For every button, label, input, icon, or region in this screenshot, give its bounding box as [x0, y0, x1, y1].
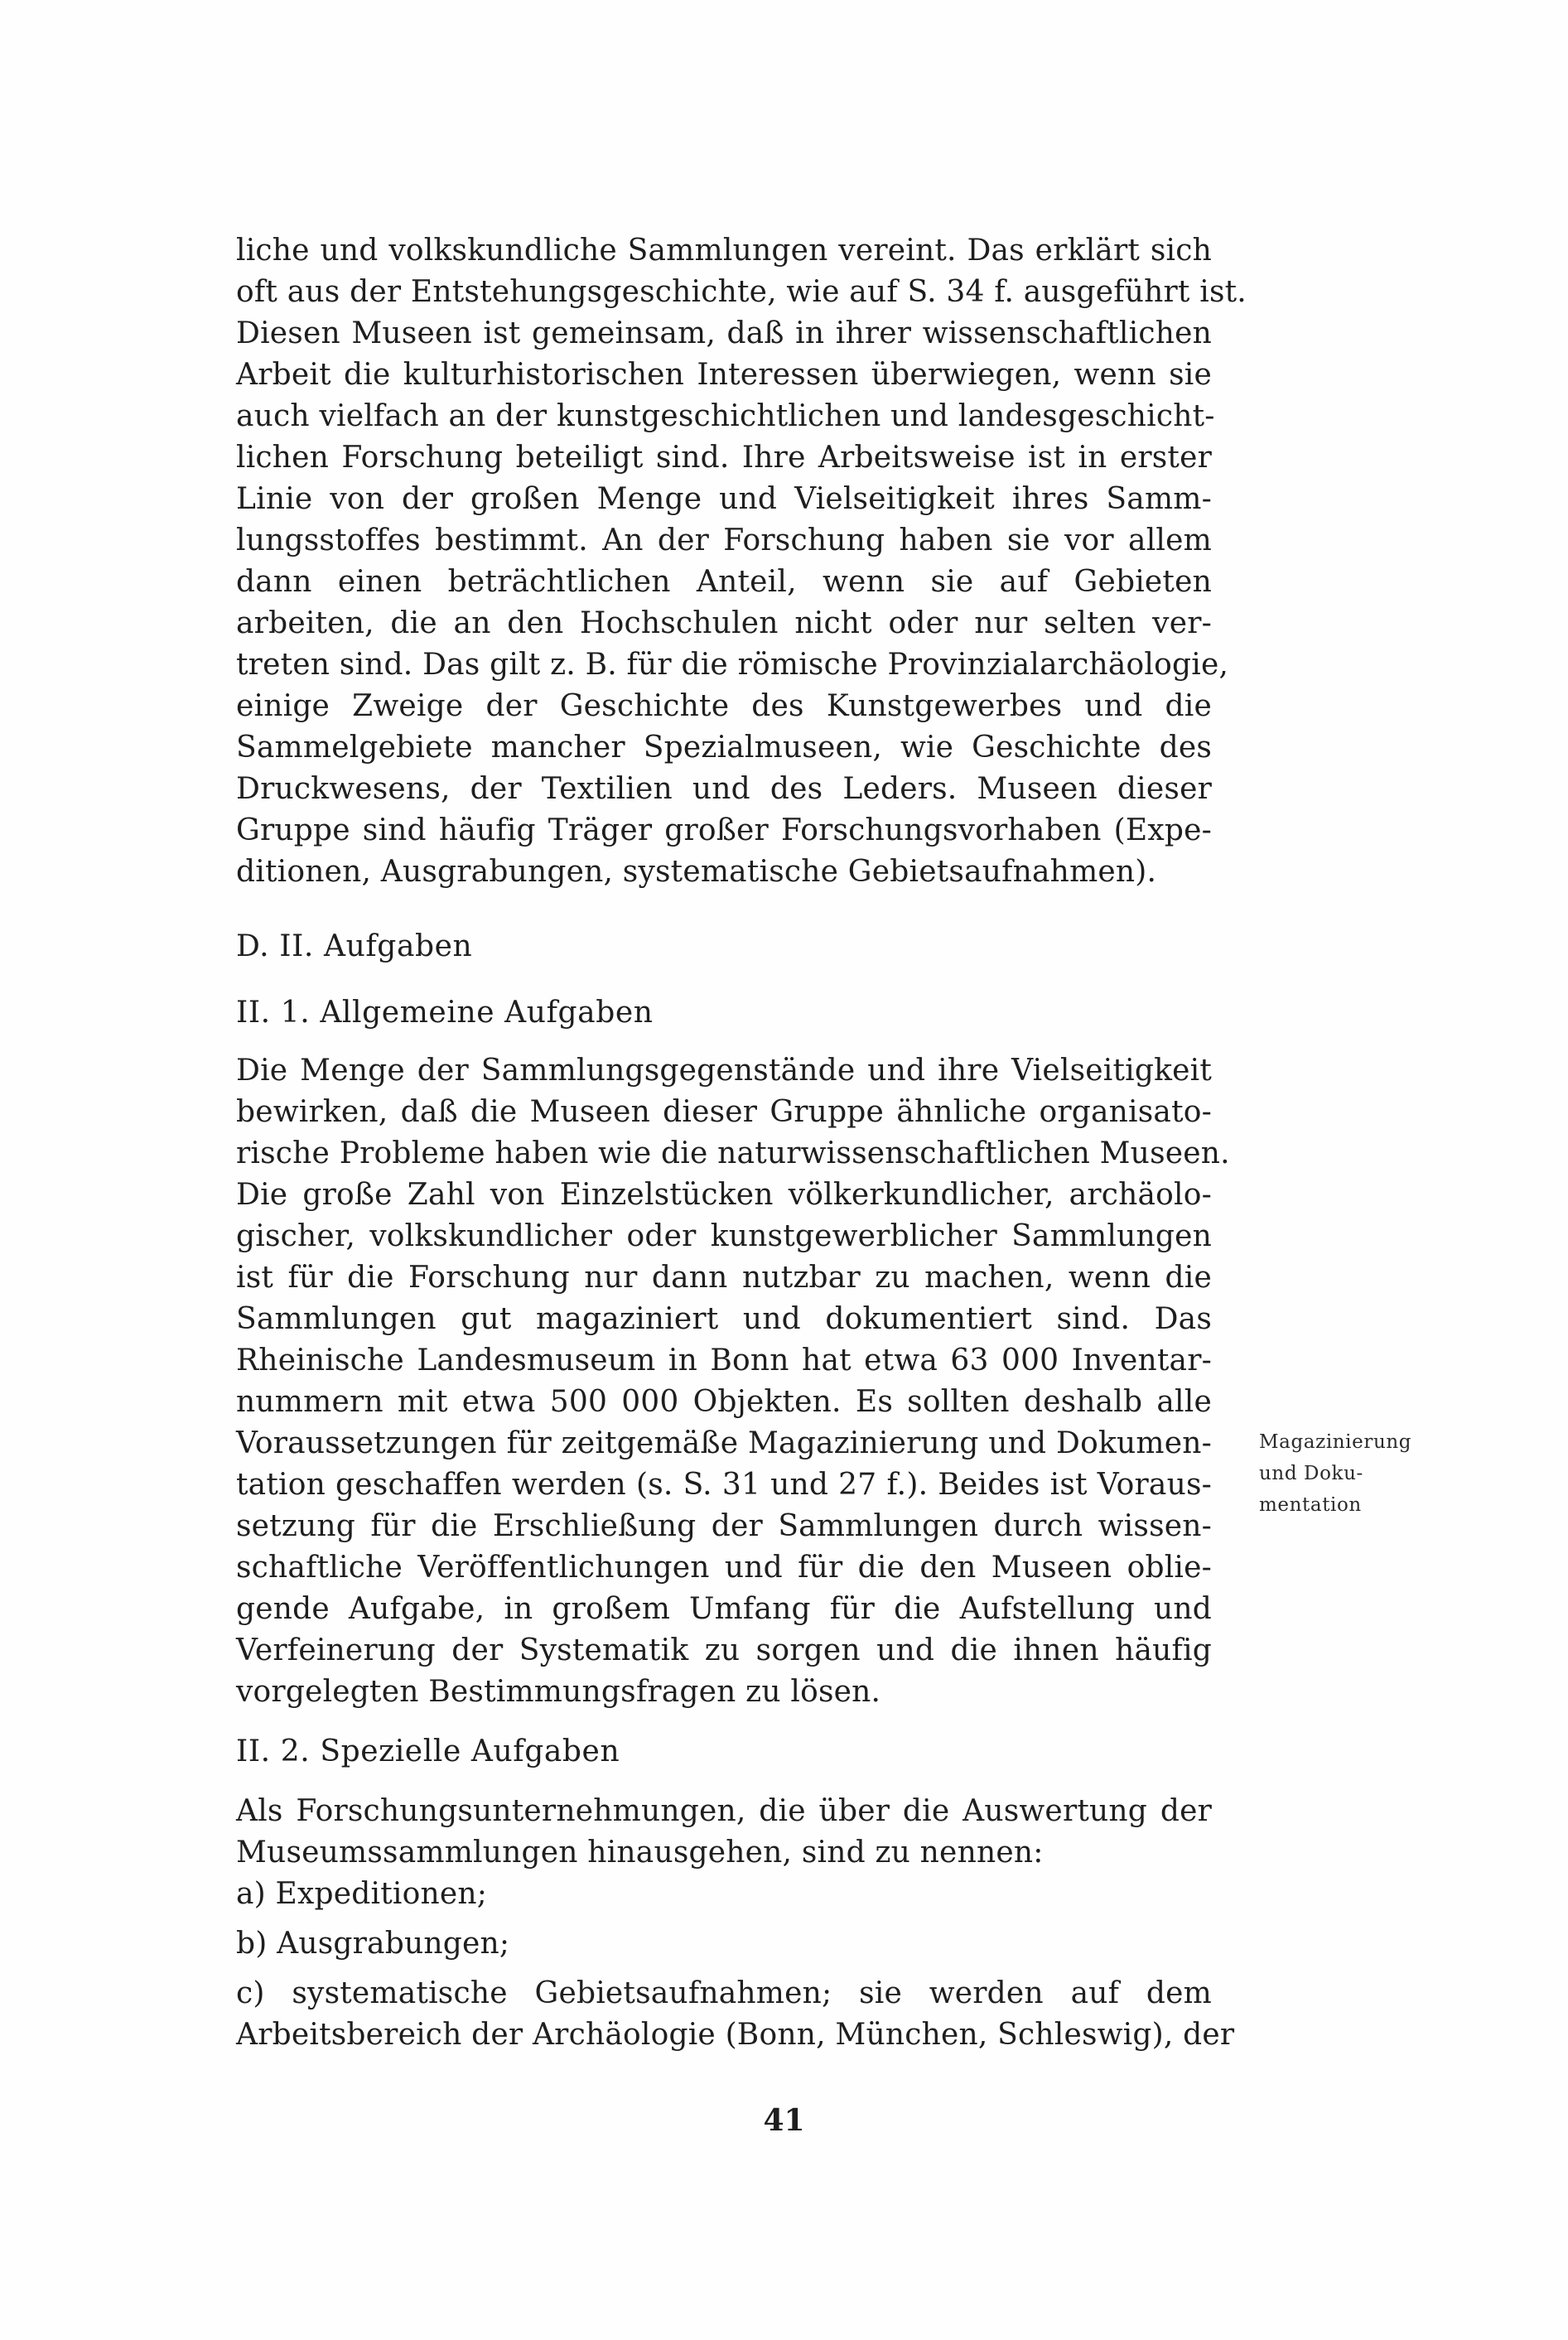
- text-line: ist für die Forschung nur dann nutzbar zu machen, wenn die: [236, 1261, 1212, 1295]
- paragraph-allgemeine: [236, 1050, 1230, 1713]
- text-line: oft aus der Entstehungsgeschichte, wie auf S. 34 f. ausgeführt ist.: [236, 275, 1247, 309]
- text-line: Voraussetzungen für zeitgemäße Magazinierung und Dokumen-: [236, 1426, 1212, 1460]
- text-line: Als Forschungsunternehmungen, die über die Auswertung der: [236, 1794, 1212, 1828]
- text-line: lungsstoffes bestimmt. An der Forschung haben sie vor allem: [236, 523, 1212, 557]
- text-line: rische Probleme haben wie die naturwissenschaftlichen Museen.: [236, 1136, 1230, 1170]
- list-item-a: [236, 1874, 1212, 1915]
- list-item: c) systematische Gebietsaufnahmen; sie werden auf dem: [236, 1976, 1212, 2010]
- margin-note: [1259, 1426, 1441, 1521]
- list-item: b) Ausgrabungen;: [236, 1927, 510, 1961]
- text-line: gende Aufgabe, in großem Umfang für die Aufstellung und: [236, 1592, 1212, 1626]
- text-line: arbeiten, die an den Hochschulen nicht oder nur selten ver-: [236, 606, 1212, 640]
- text-line: Verfeinerung der Systematik zu sorgen und die ihnen häufig: [236, 1633, 1212, 1667]
- text-line: treten sind. Das gilt z. B. für die römische Provinzialarchäologie,: [236, 648, 1229, 682]
- text-line: setzung für die Erschließung der Sammlungen durch wissen-: [236, 1509, 1212, 1543]
- subsection-heading: II. 1. Allgemeine Aufgaben: [236, 996, 654, 1030]
- paragraph-intro: [236, 230, 1247, 893]
- text-line: Gruppe sind häufig Träger großer Forschungsvorhaben (Expe-: [236, 813, 1212, 847]
- text-line: Arbeit die kulturhistorischen Interessen überwiegen, wenn sie: [236, 358, 1212, 392]
- subsection-heading-allgemeine: [236, 992, 1212, 1034]
- text-line: dann einen beträchtlichen Anteil, wenn sie auf Gebieten: [236, 565, 1212, 599]
- text-line: bewirken, daß die Museen dieser Gruppe ähnliche organisato-: [236, 1095, 1212, 1129]
- text-line: schaftliche Veröffentlichungen und für die den Museen oblie-: [236, 1551, 1212, 1585]
- margin-note-line: Magazinierung: [1259, 1431, 1412, 1453]
- text-line: gischer, volkskundlicher oder kunstgewerblicher Sammlungen: [236, 1219, 1212, 1253]
- text-line: Sammlungen gut magaziniert und dokumentiert sind. Das: [236, 1302, 1212, 1336]
- text-line: Die Menge der Sammlungsgegenstände und ihre Vielseitigkeit: [236, 1054, 1212, 1088]
- page-number: 41: [763, 2103, 805, 2138]
- text-line: tation geschaffen werden (s. S. 31 und 27 f.). Beides ist Voraus-: [236, 1468, 1212, 1502]
- text-line: Linie von der großen Menge und Vielseitigkeit ihres Samm-: [236, 482, 1212, 516]
- text-line: Rheinische Landesmuseum in Bonn hat etwa 63 000 Inventar-: [236, 1344, 1212, 1377]
- subsection-heading-spezielle: [236, 1731, 1212, 1773]
- list-item-b: [236, 1923, 1212, 1965]
- text-line: Sammelgebiete mancher Spezialmuseen, wie Geschichte des: [236, 731, 1212, 765]
- text-line: vorgelegten Bestimmungsfragen zu lösen.: [236, 1675, 881, 1709]
- text-line: Druckwesens, der Textilien und des Leders. Museen dieser: [236, 772, 1212, 806]
- text-line: liche und volkskundliche Sammlungen vereint. Das erklärt sich: [236, 234, 1212, 268]
- list-item: a) Expeditionen;: [236, 1877, 488, 1911]
- text-line: einige Zweige der Geschichte des Kunstgewerbes und die: [236, 689, 1212, 723]
- subsection-heading: II. 2. Spezielle Aufgaben: [236, 1734, 620, 1768]
- section-heading: D. II. Aufgaben: [236, 929, 473, 963]
- text-line: ditionen, Ausgrabungen, systematische Gebietsaufnahmen).: [236, 855, 1157, 889]
- margin-note-line: und Doku-: [1259, 1463, 1363, 1484]
- text-line: lichen Forschung beteiligt sind. Ihre Arbeitsweise ist in erster: [236, 441, 1212, 475]
- text-line: Diesen Museen ist gemeinsam, daß in ihrer wissenschaftlichen: [236, 316, 1212, 350]
- text-line: Die große Zahl von Einzelstücken völkerkundlicher, archäolo-: [236, 1178, 1212, 1212]
- paragraph-spezielle: [236, 1791, 1212, 1874]
- section-heading-aufgaben: [236, 926, 1212, 967]
- list-item-c: [236, 1973, 1235, 2056]
- text-line: auch vielfach an der kunstgeschichtlichen und landesgeschicht-: [236, 399, 1215, 433]
- text-line: Arbeitsbereich der Archäologie (Bonn, München, Schleswig), der: [236, 2018, 1235, 2052]
- text-line: Museumssammlungen hinausgehen, sind zu nennen:: [236, 1836, 1044, 1870]
- text-line: nummern mit etwa 500 000 Objekten. Es sollten deshalb alle: [236, 1385, 1212, 1419]
- margin-note-line: mentation: [1259, 1494, 1362, 1516]
